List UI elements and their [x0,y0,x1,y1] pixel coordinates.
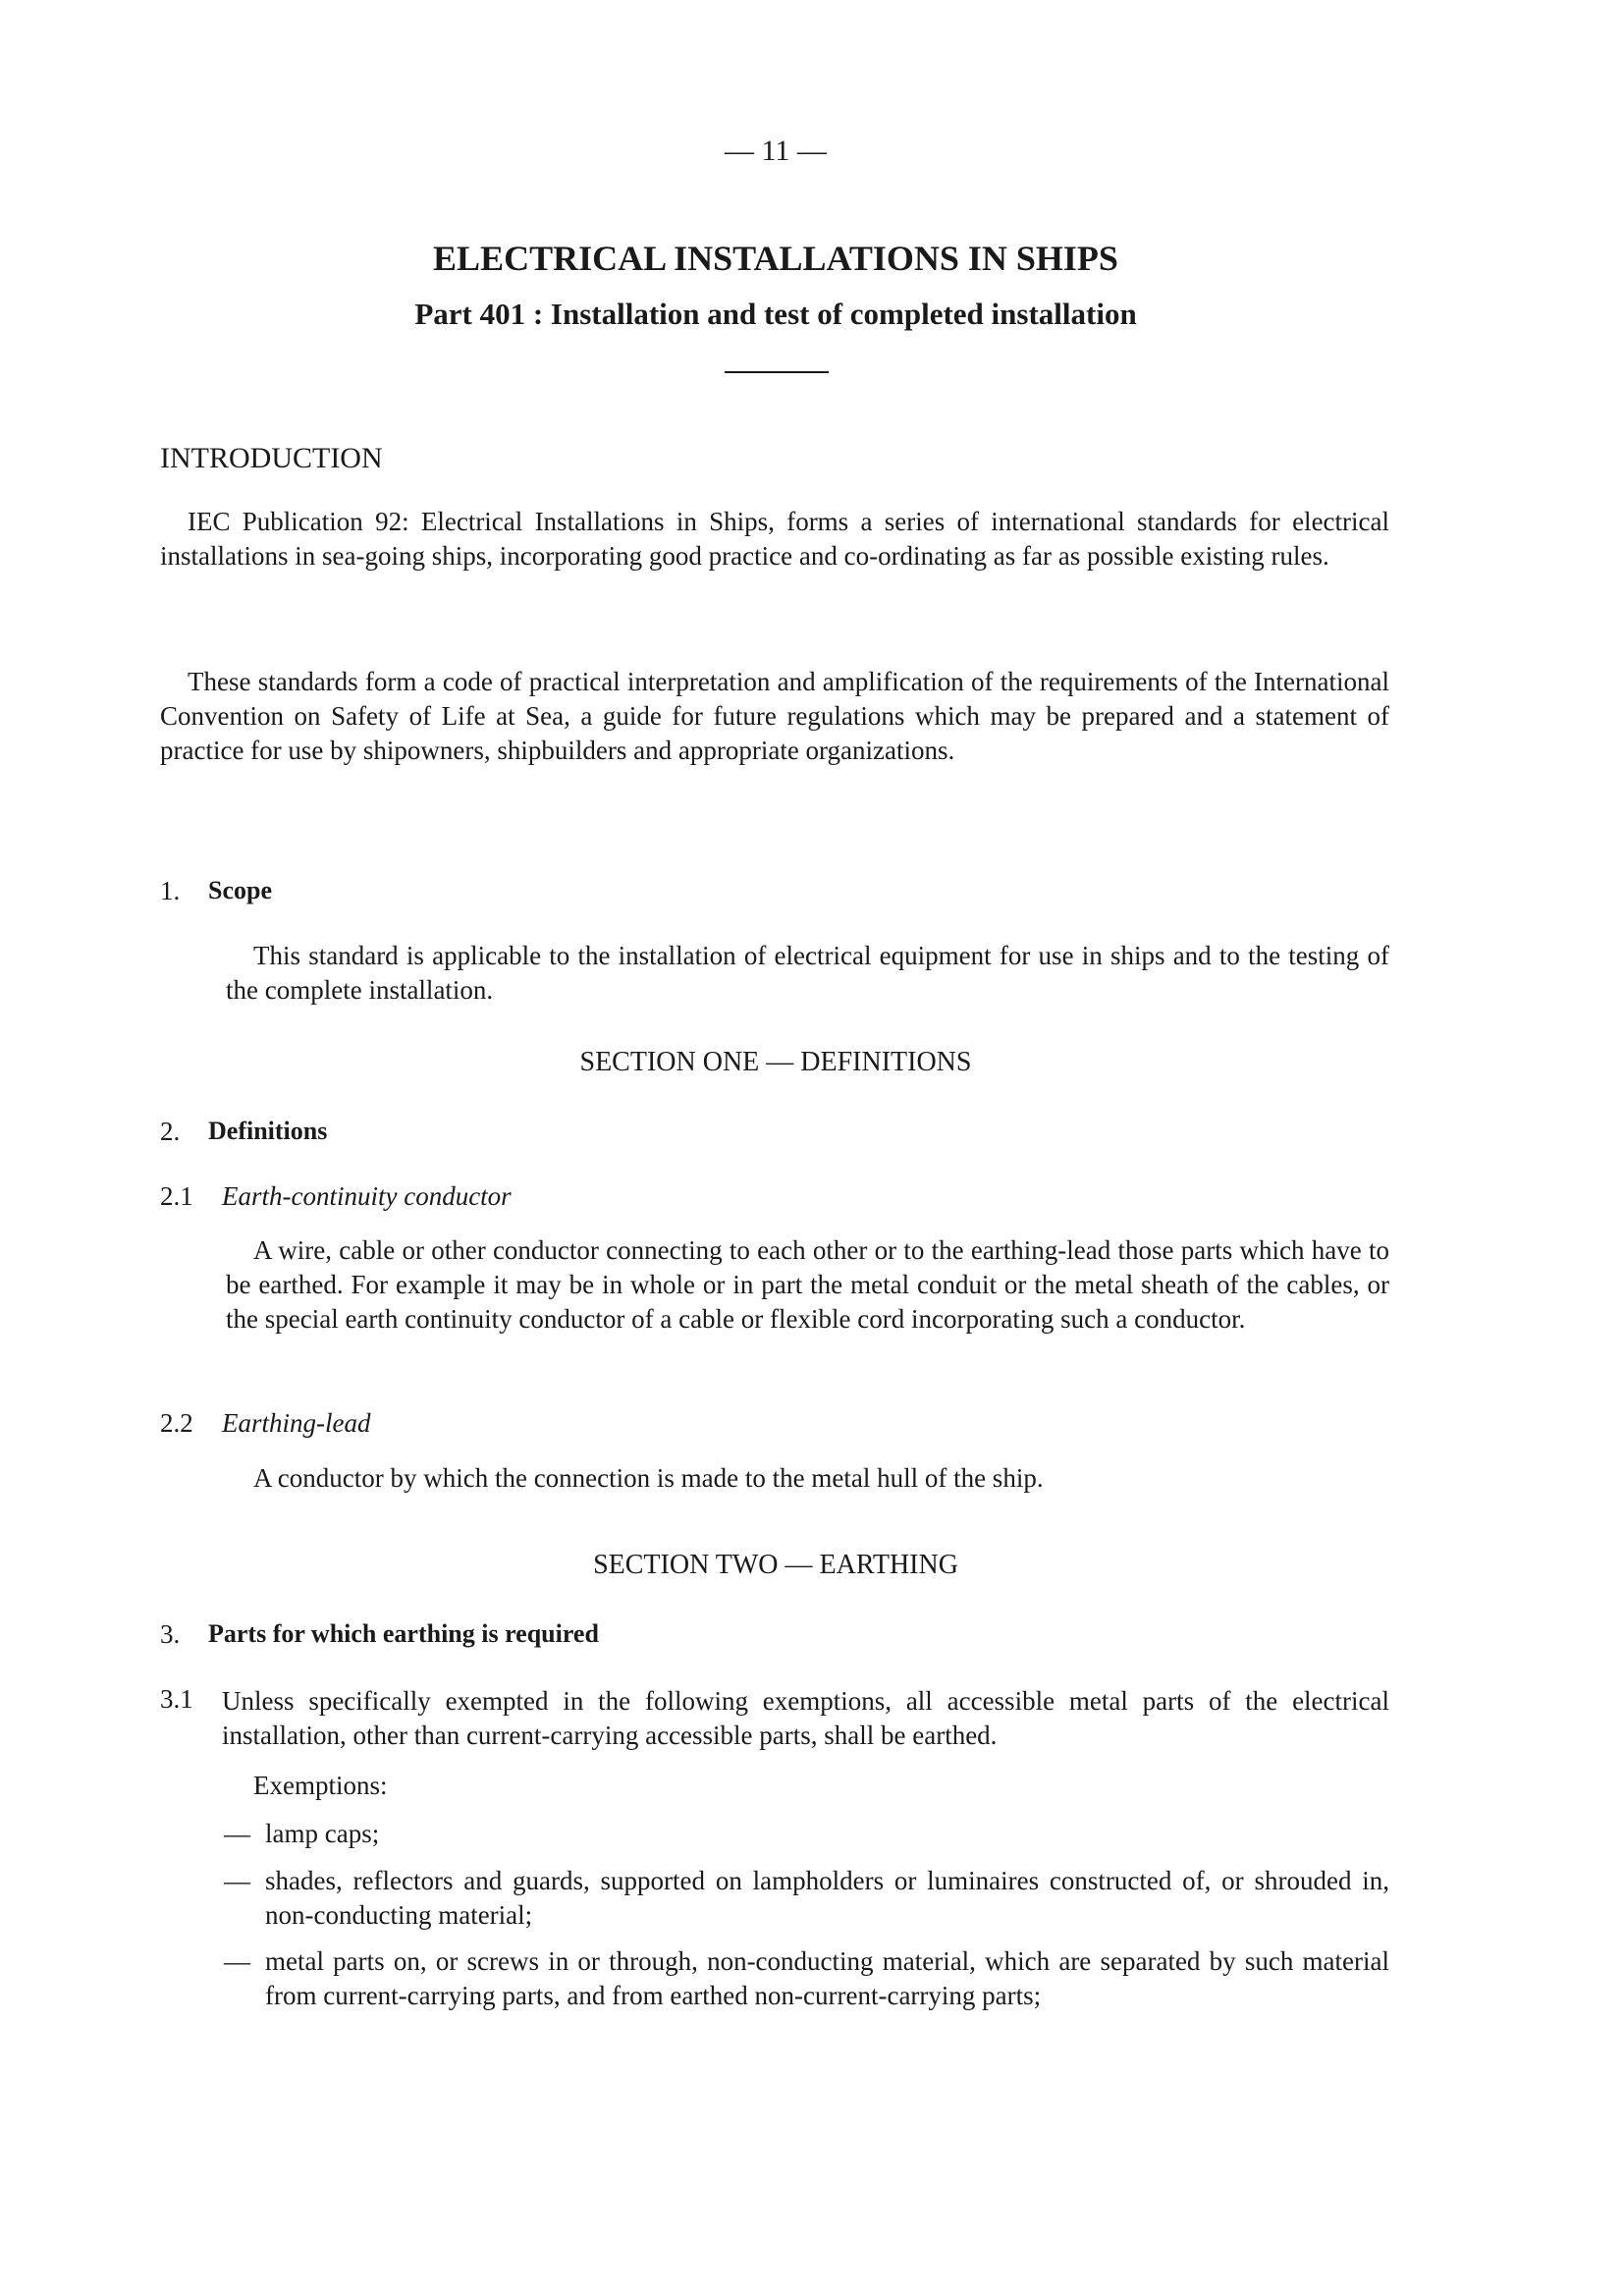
clause-2-1-number: 2.1 [160,1181,193,1211]
exemption-text: lamp caps; [265,1819,380,1848]
introduction-heading: INTRODUCTION [160,442,383,474]
title-divider [725,371,829,373]
clause-2-2-text: A conductor by which the connection is made to the metal hull of the ship. [253,1463,1044,1493]
clause-2-number: 2. [160,1117,181,1146]
clause-3-number: 3. [160,1619,181,1649]
clause-1-number: 1. [160,876,181,905]
dash-bullet: — [224,1946,250,1976]
page-number: — 11 — [725,135,827,167]
document-subtitle: Part 401 : Installation and test of completed installation [414,297,1137,331]
section-two-title: SECTION TWO — EARTHING [593,1550,958,1580]
exemptions-label: Exemptions: [253,1771,388,1800]
clause-1-heading: Scope [208,876,272,904]
introduction-paragraph-2: These standards form a code of practical interpretation and amplification of the requirements of the International Convention on Safety of Life at Sea, a guide for future regulations which may be prepared and a statement of practice for use by shipowners, shipbuilders and appropriate organizations. [160,667,1389,765]
clause-2-heading: Definitions [208,1117,328,1145]
clause-3-1-number: 3.1 [160,1684,193,1714]
document-title: ELECTRICAL INSTALLATIONS IN SHIPS [433,239,1118,278]
section-one-title: SECTION ONE — DEFINITIONS [579,1047,972,1077]
dash-bullet: — [224,1819,250,1848]
clause-2-2-number: 2.2 [160,1408,193,1438]
exemption-text: metal parts on, or screws in or through, non-conducting material, which are separated by such material from current-carrying parts, and from earthed non-current-carrying parts; [265,1946,1389,2010]
clause-3-1-text: Unless specifically exempted in the following exemptions, all accessible metal parts of the electrical installation, other than current-carrying accessible parts, shall be earthed. [222,1686,1389,1750]
exemption-item [224,1864,1389,1933]
introduction-paragraph-1: IEC Publication 92: Electrical Installations in Ships, forms a series of international standards for electrical installations in sea-going ships, incorporating good practice and co-ordinating as far as possible existing rules. [160,507,1389,571]
clause-2-1-heading: Earth-continuity conductor [222,1181,512,1211]
clause-1-text: This standard is applicable to the installation of electrical equipment for use in ships and to the testing of the complete installation. [226,941,1389,1005]
exemption-text: shades, reflectors and guards, supported on lampholders or luminaires constructed of, or shrouded in, non-conducting material; [265,1866,1389,1930]
exemption-item [224,1944,1389,2013]
clause-2-2-heading: Earthing-lead [222,1408,371,1438]
exemption-item [224,1817,1389,1851]
dash-bullet: — [224,1866,250,1895]
clause-2-1-text: A wire, cable or other conductor connecting to each other or to the earthing-lead those parts which have to be earthed. For example it may be in whole or in part the metal conduit or the metal sheath of the cables, or the special earth continuity conductor of a cable or flexible cord incorporating such a conductor. [226,1235,1389,1334]
clause-3-heading: Parts for which earthing is required [208,1619,599,1648]
